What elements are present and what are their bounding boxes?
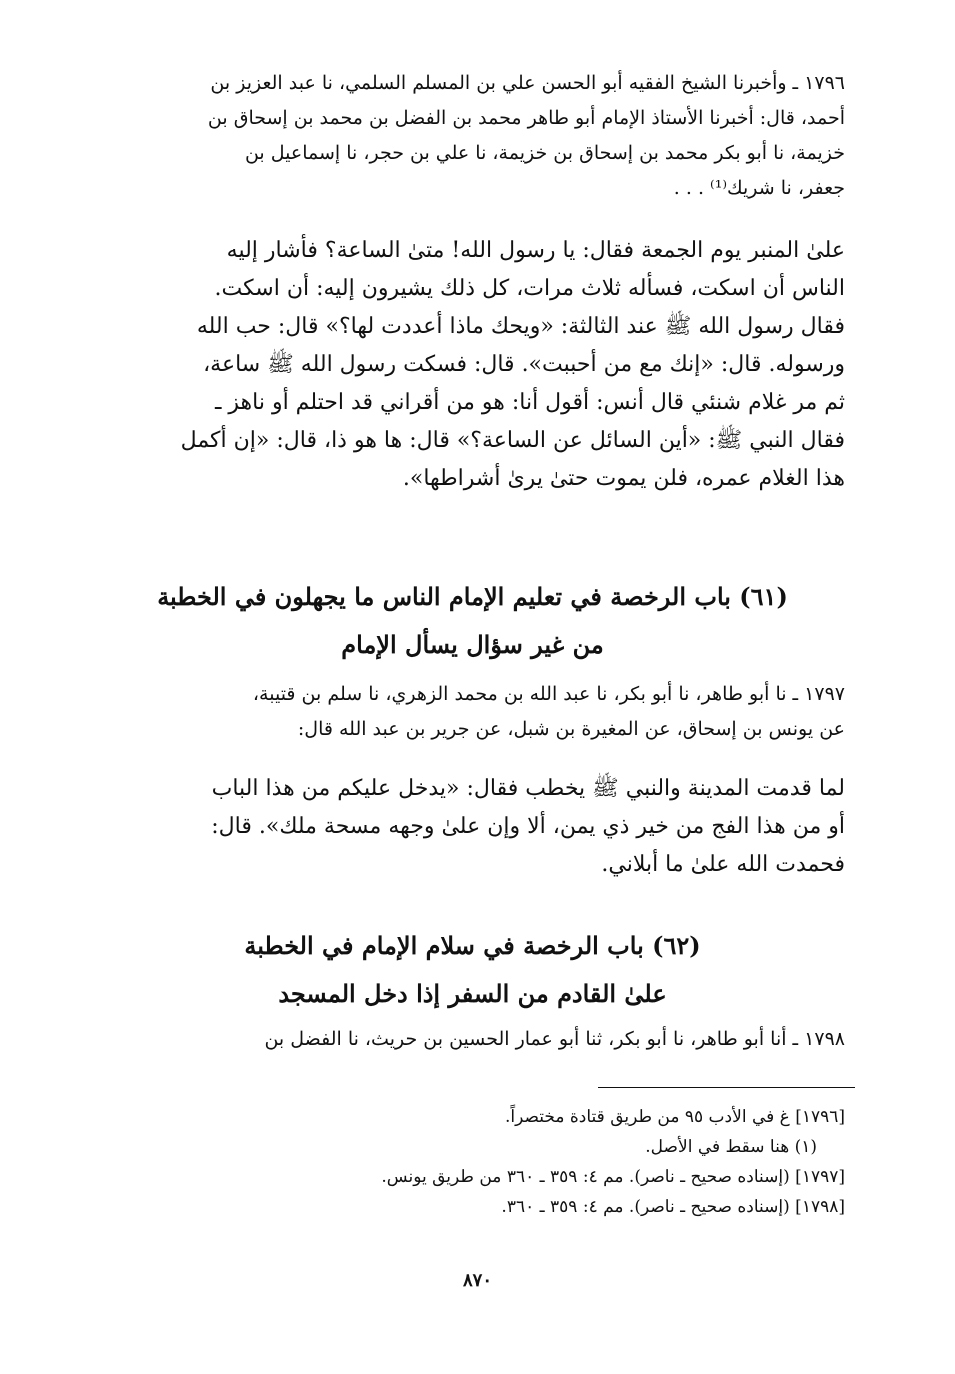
chapter-62-heading: [100, 922, 845, 1018]
isnad-line: جعفر، نا شريك⁽¹⁾ . . .: [673, 177, 845, 199]
matn-line: لما قدمت المدينة والنبي ﷺ يخطب فقال: «يدخل عليكم من هذا الباب: [211, 776, 845, 801]
footnotes: [100, 1102, 845, 1222]
isnad-line: ١٧٩٦ ـ وأخبرنا الشيخ الفقيه أبو الحسن علي بن المسلم السلمي، نا عبد العزيز بن: [210, 72, 845, 94]
matn-line: فقال النبي ﷺ: «أين السائل عن الساعة؟» قال: ها هو ذا، قال: «إن أكمل: [180, 428, 845, 453]
matn-line: الناس أن اسكت، فسأله ثلاث مرات، كل ذلك يشيرون إليه: أن اسكت.: [214, 276, 845, 301]
matn-line: علىٰ المنبر يوم الجمعة فقال: يا رسول الله! متىٰ الساعة؟ فأشار إليه: [226, 238, 845, 263]
isnad-line: ١٧٩٨ ـ أنا أبو طاهر، نا أبو بكر، ثنا أبو عمار الحسين بن حريث، نا الفضل بن: [264, 1028, 845, 1050]
matn-line: فقال رسول الله ﷺ عند الثالثة: «ويحك ماذا أعددت لها؟» قال: حب الله: [196, 314, 845, 339]
isnad-line: أحمد، قال: أخبرنا الأستاذ الإمام أبو طاهر محمد بن الفضل بن محمد بن إسحاق بن: [207, 107, 845, 129]
footnote: [١٧٩٧] (إسناده صحيح ـ ناصر). مم ٤: ٣٥٩ ـ ٣٦٠ من طريق يونس.: [381, 1167, 845, 1187]
matn-line: هذا الغلام عمره، فلن يموت حتىٰ يرىٰ أشراطها».: [402, 466, 845, 491]
page-number: ٨٧٠: [462, 1270, 492, 1291]
isnad-line: ١٧٩٧ ـ نا أبو طاهر، نا أبو بكر، نا عبد الله بن محمد الزهري، نا سلم بن قتيبة،: [252, 683, 845, 705]
footnote-separator: [598, 1087, 855, 1088]
chapter-61-heading: [100, 573, 845, 669]
chapter-title-line: علىٰ القادم من السفر إذا دخل المسجد: [278, 979, 667, 1008]
matn-line: أو من هذا الفج من خير ذي يمن، ألا وإن علىٰ وجهه مسحة ملك». قال:: [211, 814, 845, 839]
hadith-1796-isnad: [100, 66, 845, 206]
footnote: [١٧٩٨] (إسناده صحيح ـ ناصر). مم ٤: ٣٥٩ ـ ٣٦٠.: [501, 1197, 845, 1217]
chapter-title-line: (٦١) باب الرخصة في تعليم الإمام الناس ما يجهلون في الخطبة: [157, 582, 788, 611]
hadith-1798-isnad: [100, 1022, 845, 1057]
hadith-1796-matn: [100, 232, 845, 498]
footnote: (١) هنا سقط في الأصل.: [645, 1137, 817, 1157]
hadith-1797-matn: [100, 770, 845, 884]
footnote: [١٧٩٦] غ في الأدب ٩٥ من طريق قتادة مختصراً.: [505, 1107, 845, 1127]
isnad-line: عن يونس بن إسحاق، عن المغيرة بن شبل، عن جرير بن عبد الله قال:: [297, 718, 845, 740]
chapter-title-line: (٦٢) باب الرخصة في سلام الإمام في الخطبة: [244, 931, 701, 960]
matn-line: فحمدت الله علىٰ ما أبلاني.: [601, 852, 845, 877]
matn-line: ورسوله. قال: «إنك مع من أحببت». قال: فسكت رسول الله ﷺ ساعة،: [203, 352, 845, 377]
chapter-title-line: من غير سؤال يسأل الإمام: [341, 630, 604, 659]
isnad-line: خزيمة، نا أبو بكر محمد بن إسحاق بن خزيمة، نا علي بن حجر، نا إسماعيل بن: [244, 142, 845, 164]
hadith-1797-isnad: [100, 677, 845, 747]
matn-line: ثم مر غلام شنئي قال أنس: أقول أنا: هو من أقراني قد احتلم أو ناهز ـ: [214, 390, 845, 415]
